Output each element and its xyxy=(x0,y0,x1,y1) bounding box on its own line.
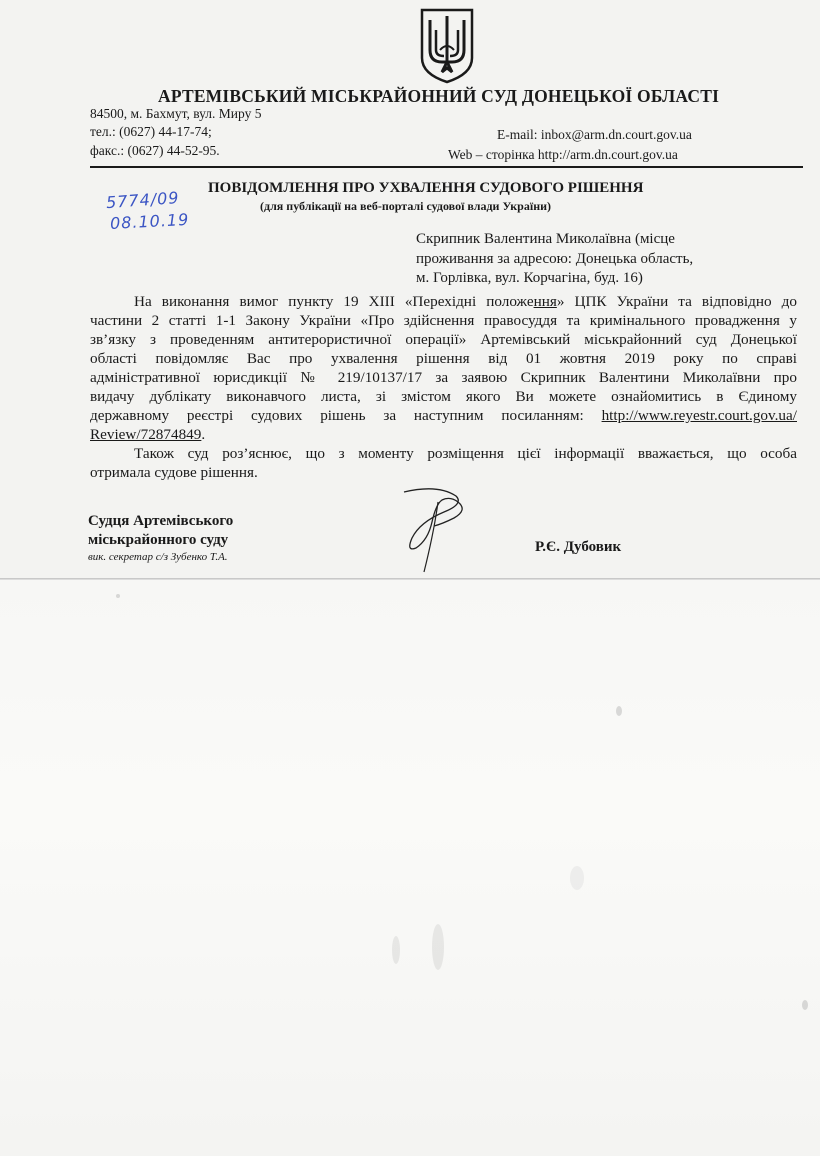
recipient-block xyxy=(416,230,716,289)
paper-smudge xyxy=(392,936,400,964)
court-phone: тел.: (0627) 44-17-74; xyxy=(90,124,212,139)
court-email: E-mail: inbox@arm.dn.court.gov.ua xyxy=(497,127,692,142)
header-divider xyxy=(90,166,803,168)
notice-paragraph xyxy=(90,292,797,311)
registration-number: 5774/09 xyxy=(105,188,181,213)
text-line: державному реєстрі судових рішень за наступним посиланням: http://www.reyestr.court.gov.ua/ xyxy=(90,407,797,424)
judge-title-line: Судця Артемівського xyxy=(88,513,234,529)
text-line: Також суд роз’яснює, що з моменту розміщення цієї інформації вважається, що особа xyxy=(134,445,797,462)
paper-smudge xyxy=(432,924,444,970)
text-line: видачу дублікату виконавчого листа, зі змістом якого Ви можете ознайомитись в Єдиному xyxy=(90,388,797,405)
blank-page xyxy=(0,580,820,1156)
text-line: Review/72874849. xyxy=(90,426,206,443)
paper-smudge xyxy=(570,866,584,890)
registration-date: 08.10.19 xyxy=(109,209,190,233)
text-line: На виконання вимог пункту 19 ХІІІ «Перехідні положення» ЦПК України та відповідно до xyxy=(134,293,797,310)
notice-subtitle: (для публікації на веб-порталі судової влади України) xyxy=(260,199,552,213)
paper-smudge xyxy=(802,1000,808,1010)
court-website: Web – сторінка http://arm.dn.court.gov.ua xyxy=(448,147,678,162)
paper-smudge xyxy=(616,706,622,716)
trident-coat-of-arms-icon xyxy=(418,6,476,84)
notice-title: ПОВІДОМЛЕННЯ ПРО УХВАЛЕННЯ СУДОВОГО РІШЕННЯ xyxy=(208,180,644,196)
judge-name: Р.Є. Дубовик xyxy=(535,539,622,555)
text-line: частини 2 статті 1-1 Закону України «Про здійснення правосуддя та кримінального провадження у xyxy=(90,312,797,329)
notice-paragraph xyxy=(90,444,797,463)
secretary-note: вик. секретар с/з Зубенко Т.А. xyxy=(88,551,228,563)
notice-body xyxy=(90,292,797,482)
court-name: АРТЕМІВСЬКИЙ МІСЬКРАЙОННИЙ СУД ДОНЕЦЬКОЇ ОБЛАСТІ xyxy=(158,86,720,106)
judge-title-line: міськрайонного суду xyxy=(88,532,229,548)
text-line: області повідомляє Вас про ухвалення рішення від 01 жовтня 2019 року по справі xyxy=(90,350,797,367)
recipient-line: м. Горлівка, вул. Корчагіна, буд. 16) xyxy=(416,270,643,286)
text-line: адміністративної юрисдикції № 219/10137/17 за заявою Скрипник Валентини Миколаївни про xyxy=(90,369,797,386)
registry-link[interactable]: http://www.reyestr.court.gov.ua/ xyxy=(601,407,797,424)
text-line: зв’язку з проведенням антитерористичної операції» Артемівський міськрайонний суд Донецької xyxy=(90,331,797,348)
text-line: отримала судове рішення. xyxy=(90,464,258,481)
paper-smudge xyxy=(116,594,120,598)
recipient-line: Скрипник Валентина Миколаївна (місце xyxy=(416,231,675,247)
recipient-line: проживання за адресою: Донецька область, xyxy=(416,250,694,267)
handwritten-signature xyxy=(398,482,476,576)
registration-stamp xyxy=(104,188,224,234)
registry-link-continued[interactable]: Review/72874849 xyxy=(90,426,202,443)
court-address: 84500, м. Бахмут, вул. Миру 5 xyxy=(90,106,262,121)
court-fax: факс.: (0627) 44-52-95. xyxy=(90,143,220,158)
